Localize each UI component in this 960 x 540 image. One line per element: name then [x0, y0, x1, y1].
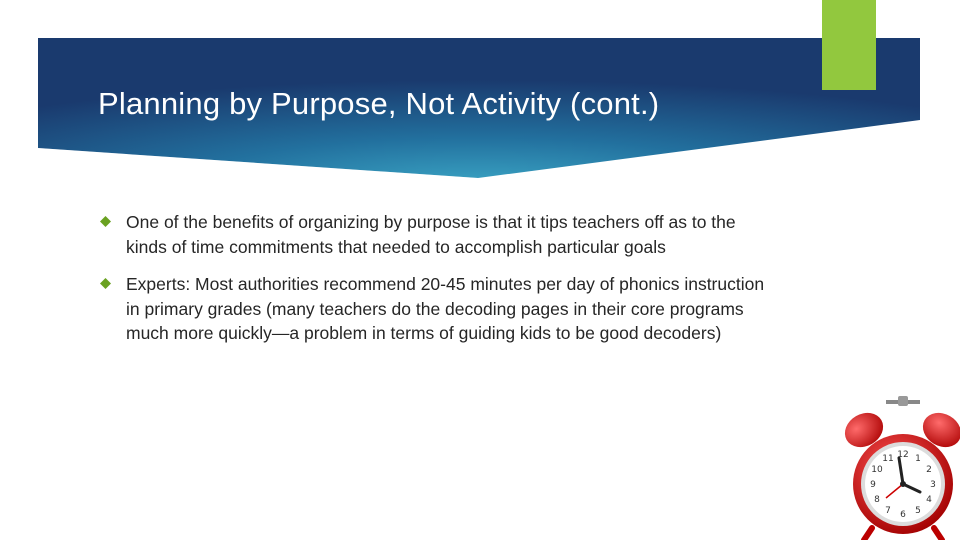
- clock-numeral: 6: [900, 510, 906, 520]
- accent-bar: [822, 0, 876, 90]
- clock-numeral: 3: [930, 480, 936, 490]
- bullet-text: One of the benefits of organizing by purpose is that it tips teachers off as to the kinds of time commitments that needed to accomplish particular goals: [126, 212, 736, 257]
- clock-numeral: 1: [915, 454, 921, 464]
- clock-numeral: 5: [915, 506, 921, 516]
- diamond-bullet-icon: [100, 278, 111, 289]
- slide-title: Planning by Purpose, Not Activity (cont.): [98, 86, 660, 121]
- clock-numeral: 8: [874, 495, 880, 505]
- list-item: [100, 272, 780, 346]
- bullet-text: Experts: Most authorities recommend 20-45 minutes per day of phonics instruction in primary grades (many teachers do the decoding pages in their core programs much more quickly—a problem in terms of guiding kids to be good decoders): [126, 274, 765, 343]
- alarm-clock-icon: [838, 392, 960, 540]
- clock-numeral: 2: [926, 465, 932, 475]
- clock-numeral: 9: [870, 480, 876, 490]
- clock-numeral: 10: [871, 465, 883, 475]
- clock-numeral: 11: [882, 454, 894, 464]
- clock-numeral: 4: [926, 495, 932, 505]
- clock-numeral: 12: [897, 450, 909, 460]
- diamond-bullet-icon: [100, 216, 111, 227]
- list-item: [100, 210, 780, 259]
- clock-numeral: 7: [885, 506, 891, 516]
- bullet-list: [100, 210, 780, 359]
